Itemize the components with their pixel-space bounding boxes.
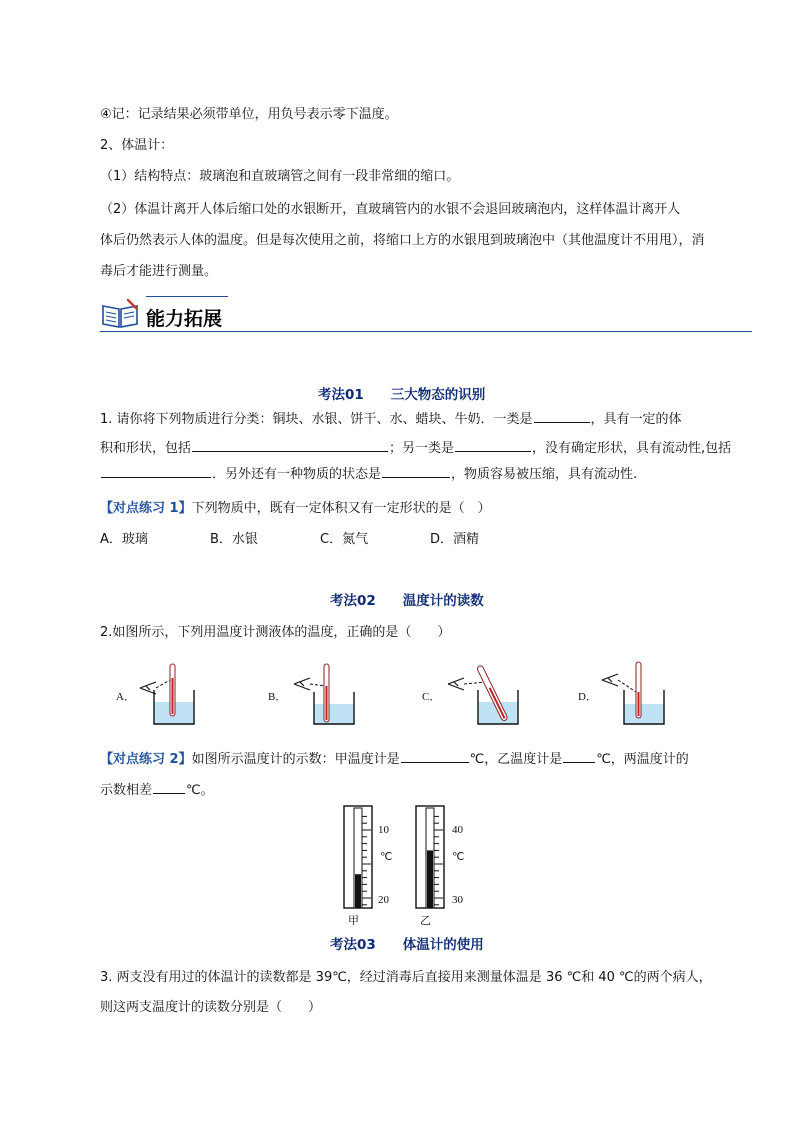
practice1-label: 【对点练习 1】 bbox=[100, 501, 192, 516]
q1-line1: 1. 请你将下列物质进行分类：铜块、水银、饼干、水、蜡块、牛奶．一类是 ，具有一定的体 bbox=[100, 412, 682, 427]
yi-name: 乙 bbox=[420, 915, 431, 927]
thermometer-jia bbox=[338, 804, 378, 910]
yi-bottom-mark: 30 bbox=[452, 894, 463, 906]
answer-blank bbox=[534, 410, 590, 423]
thermometer-setup-d bbox=[596, 660, 686, 728]
option-d[interactable]: D．酒精 bbox=[430, 532, 480, 547]
option-c[interactable]: C．氮气 bbox=[320, 532, 369, 547]
q3-line2: 则这两支温度计的读数分别是（ ） bbox=[100, 1000, 322, 1015]
banner-title: 能力拓展 bbox=[146, 308, 223, 330]
book-icon bbox=[100, 298, 140, 330]
practice2-label: 【对点练习 2】 bbox=[100, 752, 192, 767]
answer-blank bbox=[455, 439, 531, 452]
usage-text-line1: （2）体温计离开人体后缩口处的水银断开，直玻璃管内的水银不会退回玻璃泡内，这样体温计离开人 bbox=[100, 202, 681, 217]
answer-blank bbox=[401, 750, 469, 763]
jia-unit: ℃ bbox=[380, 851, 393, 863]
diagram-label-b: B． bbox=[268, 691, 287, 703]
jia-top-mark: 10 bbox=[378, 824, 389, 836]
method1-title: 考法01 三大物态的识别 bbox=[318, 387, 486, 403]
mercury-column bbox=[355, 874, 361, 908]
banner-top-rule bbox=[146, 296, 228, 297]
q1-line3: ．另外还有一种物质的状态是 ，物质容易被压缩，具有流动性. bbox=[100, 463, 637, 482]
practice2-line1: 【对点练习 2】如图所示温度计的示数：甲温度计是 ℃，乙温度计是 ℃，两温度计的 bbox=[100, 752, 689, 767]
method2-title: 考法02 温度计的读数 bbox=[330, 593, 484, 609]
method3-title: 考法03 体温计的使用 bbox=[330, 937, 484, 953]
practice1: 【对点练习 1】下列物质中，既有一定体积又有一定形状的是（ ） bbox=[100, 501, 491, 516]
jia-bottom-mark: 20 bbox=[378, 894, 389, 906]
diagram-label-a: A． bbox=[116, 691, 135, 703]
yi-unit: ℃ bbox=[452, 851, 465, 863]
q3-line1: 3. 两支没有用过的体温计的读数都是 39℃，经过消毒后直接用来测量体温是 36 ℃和 40 ℃的两个病人， bbox=[100, 970, 712, 985]
option-b[interactable]: B．水银 bbox=[210, 532, 258, 547]
structure-text: （1）结构特点：玻璃泡和直玻璃管之间有一段非常细的缩口。 bbox=[100, 169, 460, 184]
answer-blank bbox=[153, 781, 185, 794]
answer-blank bbox=[192, 439, 388, 452]
yi-top-mark: 40 bbox=[452, 824, 463, 836]
mercury-column bbox=[427, 850, 433, 908]
thermometer-setup-b bbox=[288, 662, 378, 728]
practice1-options bbox=[100, 528, 540, 547]
practice2-line2: 示数相差 ℃。 bbox=[100, 783, 214, 798]
q1-line2: 积和形状，包括 ；另一类是 ，没有确定形状，具有流动性,包括 bbox=[100, 441, 732, 456]
note-4: ④记：记录结果必须带单位，用负号表示零下温度。 bbox=[100, 107, 398, 122]
jia-name: 甲 bbox=[348, 915, 359, 927]
section-2-title: 2、体温计： bbox=[100, 138, 174, 153]
thermometer-setup-a bbox=[134, 662, 224, 728]
usage-text-line2: 体后仍然表示人体的温度。但是每次使用之前，将缩口上方的水银甩到玻璃泡中（其他温度计不用甩），消 bbox=[100, 233, 705, 248]
thermometer-setup-c bbox=[442, 662, 532, 728]
thermometer-yi bbox=[410, 804, 450, 910]
diagram-label-c: C． bbox=[422, 691, 441, 703]
usage-text-line3: 毒后才能进行测量。 bbox=[100, 264, 218, 279]
answer-blank bbox=[382, 465, 450, 478]
answer-blank bbox=[101, 465, 211, 478]
q2-text: 2.如图所示，下列用温度计测液体的温度，正确的是（ ） bbox=[100, 625, 451, 640]
option-a[interactable]: A．玻璃 bbox=[100, 532, 148, 547]
answer-blank bbox=[563, 750, 595, 763]
banner-bottom-rule bbox=[100, 331, 752, 332]
diagram-label-d: D． bbox=[578, 691, 597, 703]
